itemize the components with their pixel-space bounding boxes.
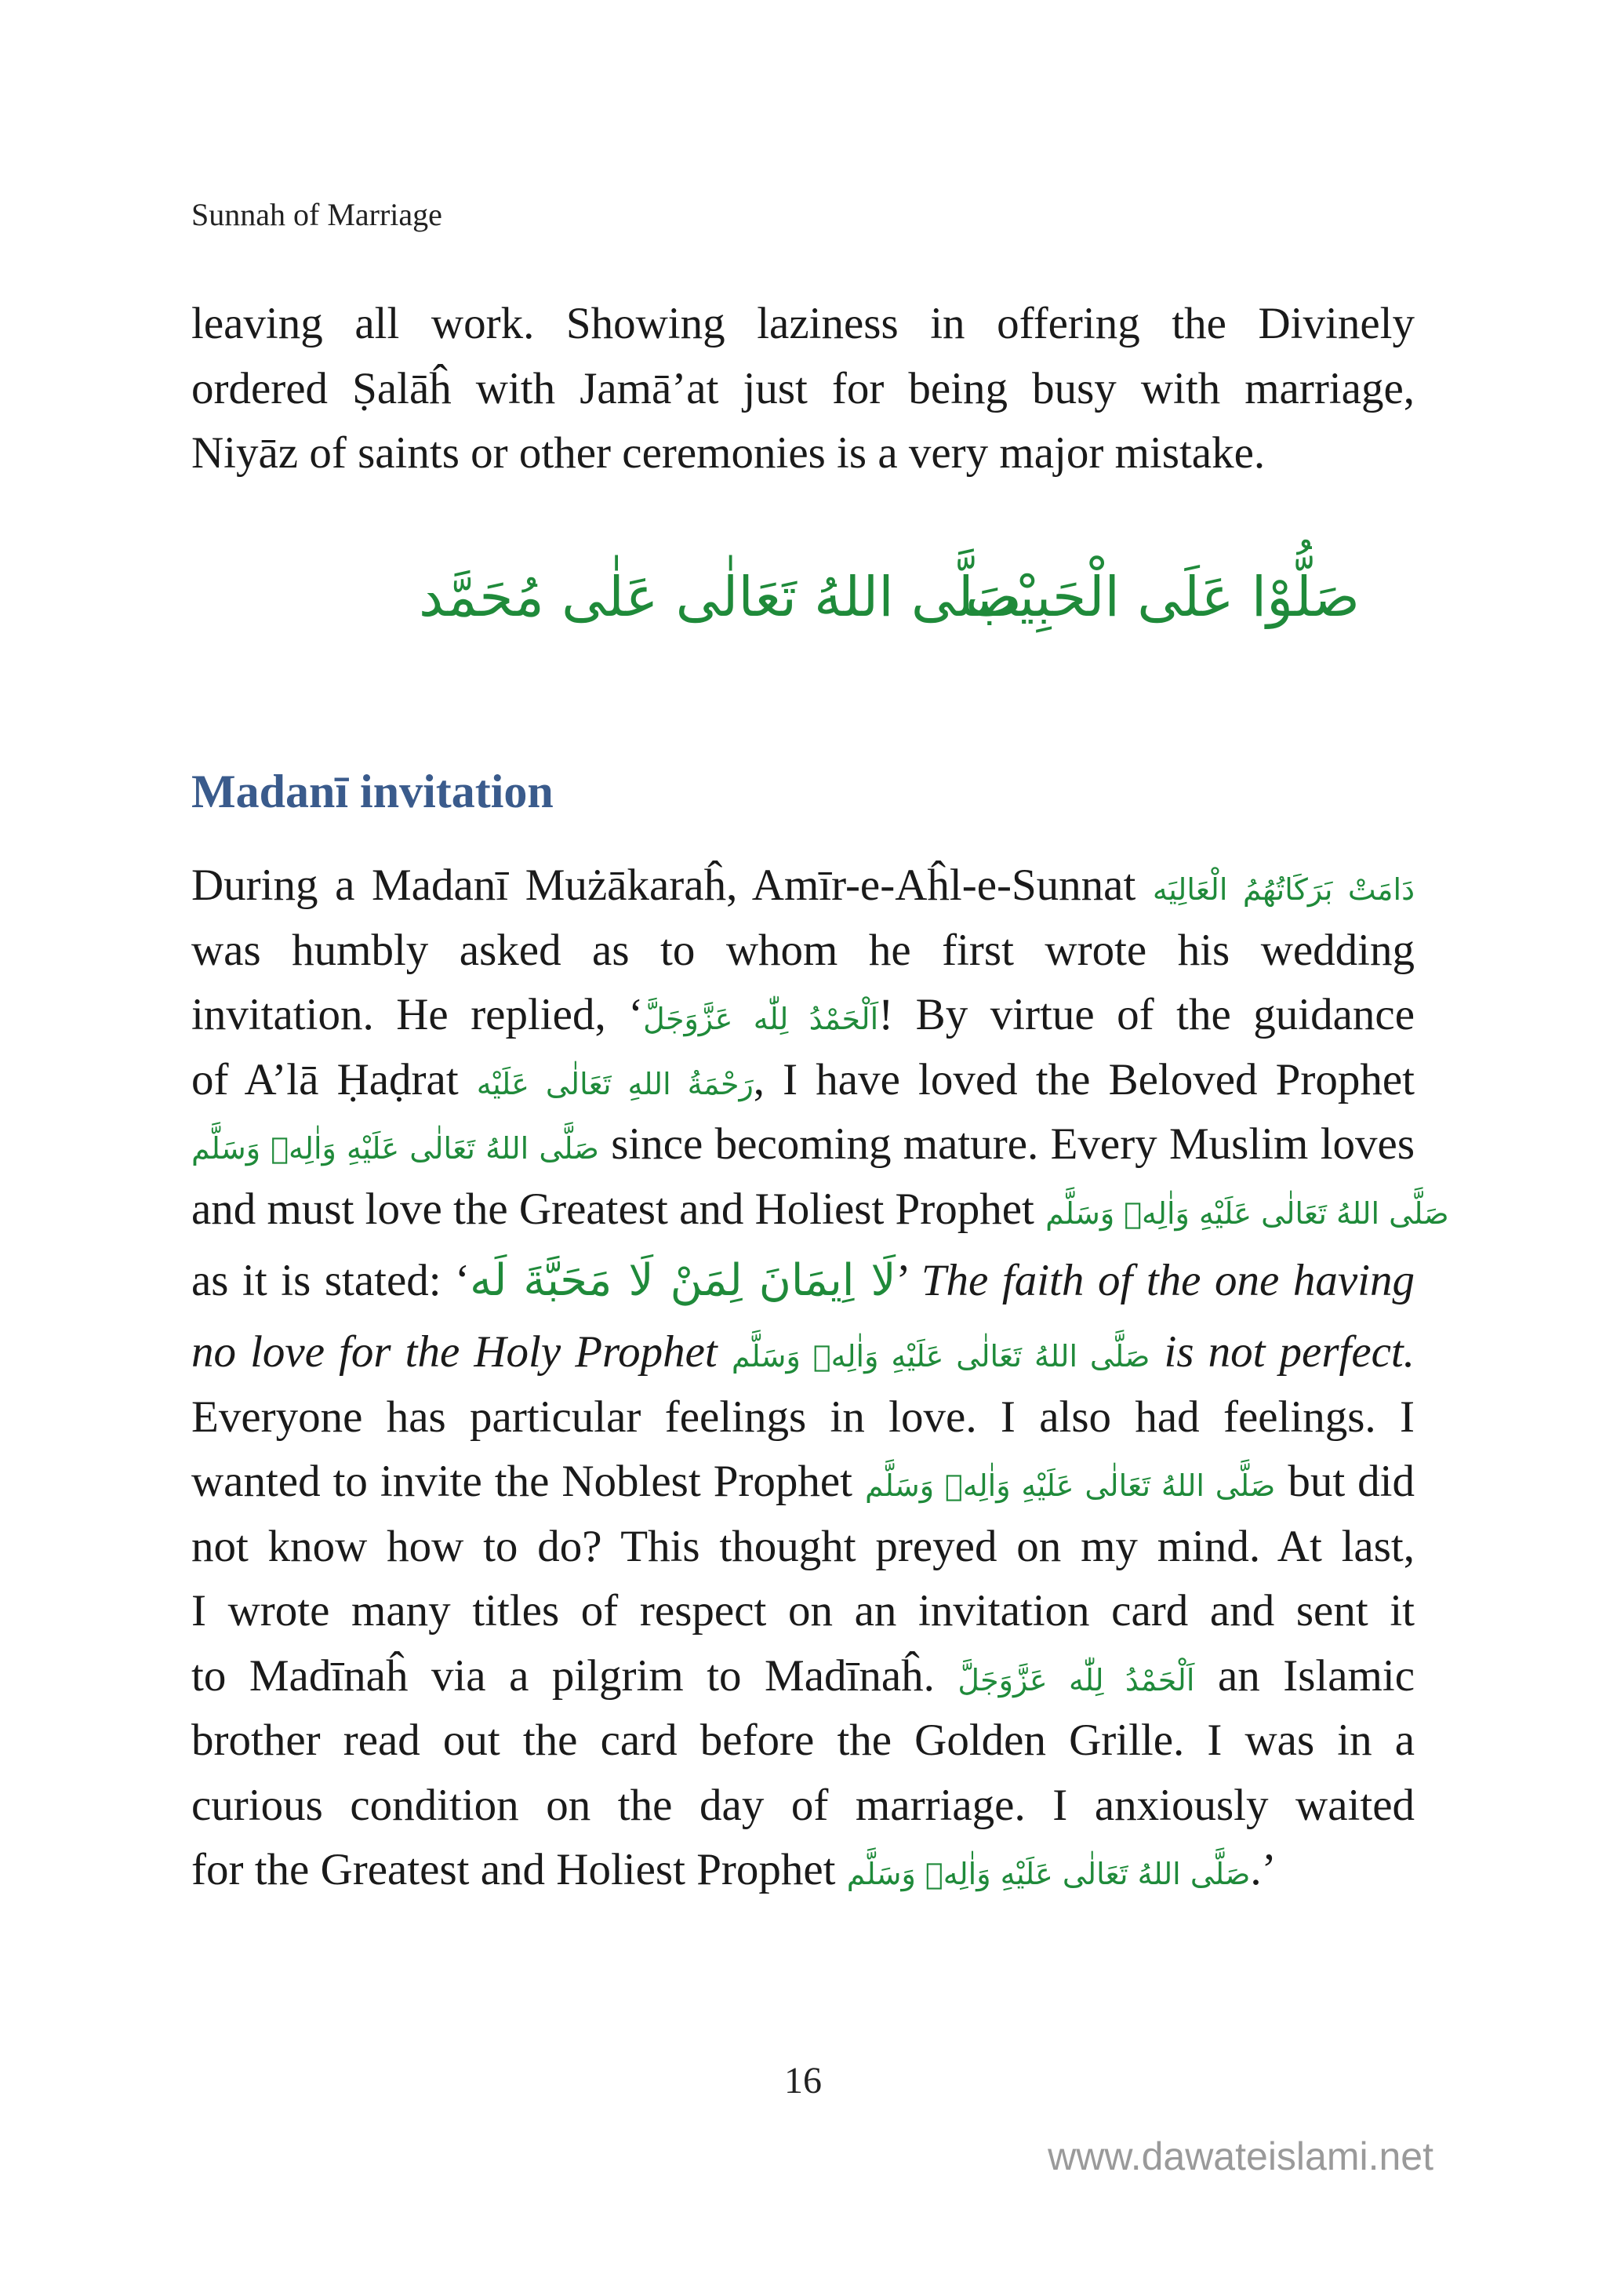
text-line: leaving all work. Showing laziness in offering the Divinely: [191, 299, 1415, 348]
arabic-hadith: لَا اِيمَانَ لِمَنْ لَا مَحَبَّةَ لَه: [470, 1255, 896, 1306]
running-header: Sunnah of Marriage: [191, 197, 442, 232]
text-line: ordered Ṣalāĥ with Jamā’at just for being busy with marriage,: [191, 363, 1415, 413]
line-text: an Islamic: [1217, 1650, 1415, 1701]
text-line: [191, 1242, 1415, 1320]
arabic-salutation: صَلَّى اللهُ تَعَالٰى عَلَيْهِ وَاٰلِهٖ وَسَلَّم: [865, 1468, 1276, 1503]
text-line: [191, 1177, 1449, 1243]
line-text: as it is stated: ‘: [191, 1256, 471, 1305]
website-watermark: www.dawateislami.net: [1048, 2134, 1433, 2178]
line-text: for the Greatest and Holiest Prophet: [191, 1845, 836, 1894]
text-line: [191, 1320, 1415, 1385]
hadith-translation: The faith of the one having: [921, 1256, 1415, 1305]
text-line: not know how to do? This thought preyed on my mind. At last,: [191, 1521, 1415, 1571]
text-line: curious condition on the day of marriage. I anxiously waited: [191, 1780, 1415, 1830]
text-line: was humbly asked as to whom he first wrote his wedding: [191, 925, 1415, 975]
text-line: Everyone has particular feelings in love. I also had feelings. I: [191, 1392, 1415, 1442]
hadith-translation: is not perfect.: [1164, 1327, 1415, 1377]
text-line: Niyāz of saints or other ceremonies is a very major mistake.: [191, 428, 1266, 478]
arabic-honorific: دَامَتْ بَرَكَاتُهُمُ الْعَالِيَه: [1152, 872, 1415, 907]
text-line: [191, 853, 1415, 919]
line-text: ’: [896, 1256, 910, 1305]
line-text: to Madīnaĥ via a pilgrim to Madīnaĥ.: [191, 1650, 935, 1701]
text-line: brother read out the card before the Golden Grille. I was in a: [191, 1716, 1415, 1765]
durood-call: صَلُّوْا عَلَى الْحَبِيْب: [965, 565, 1360, 629]
arabic-praise: اَلْحَمْدُ لِلّٰه عَزَّوَجَلَّ: [643, 1002, 879, 1036]
arabic-salutation: صَلَّى اللهُ تَعَالٰى عَلَيْهِ وَاٰلِهٖ وَسَلَّم: [1045, 1195, 1449, 1231]
text-line: [191, 1644, 1415, 1709]
line-text: .’: [1250, 1845, 1277, 1894]
text-line: I wrote many titles of respect on an invitation card and sent it: [191, 1586, 1415, 1636]
arabic-salutation: صَلَّى اللهُ تَعَالٰى عَلَيْهِ وَاٰلِهٖ وَسَلَّم: [191, 1131, 599, 1166]
section-heading: Madanī invitation: [191, 766, 554, 817]
durood-line: [191, 565, 1415, 667]
paragraph-intro: [191, 292, 1415, 486]
line-text: since becoming mature. Every Muslim loves: [611, 1119, 1415, 1169]
text-line: [191, 1450, 1415, 1515]
line-text: invitation. He replied, ‘: [191, 990, 644, 1039]
paragraph-madani-invitation: [191, 853, 1449, 1903]
arabic-honorific: رَحْمَةُ اللهِ تَعَالٰى عَلَيْه: [476, 1066, 754, 1101]
hadith-translation: no love for the Holy Prophet: [191, 1327, 718, 1377]
arabic-salutation: صَلَّى اللهُ تَعَالٰى عَلَيْهِ وَاٰلِهٖ وَسَلَّم: [731, 1339, 1150, 1374]
text-line: [191, 1838, 1415, 1903]
line-text: of A’lā Ḥaḍrat: [191, 1054, 459, 1104]
line-text: ! By virtue of the guidance: [878, 990, 1415, 1039]
line-text: but did: [1288, 1457, 1415, 1506]
arabic-praise: اَلْحَمْدُ لِلّٰه عَزَّوَجَلَّ: [957, 1662, 1195, 1697]
text-line: [191, 1112, 1415, 1177]
line-text: and must love the Greatest and Holiest Prophet: [191, 1184, 1034, 1234]
text-line: [191, 1048, 1415, 1113]
line-text: , I have loved the Beloved Prophet: [753, 1054, 1415, 1104]
line-text: During a Madanī Mużākaraĥ, Amīr-e-Aĥl-e-Sunnat: [191, 861, 1136, 910]
durood-response: صَلَّى اللهُ تَعَالٰى عَلٰى مُحَمَّد: [419, 565, 1022, 629]
arabic-salutation: صَلَّى اللهُ تَعَالٰى عَلَيْهِ وَاٰلِهٖ وَسَلَّم: [846, 1857, 1251, 1891]
line-text: wanted to invite the Noblest Prophet: [191, 1457, 853, 1506]
page-number: 16: [784, 2060, 822, 2101]
text-line: [191, 983, 1415, 1048]
